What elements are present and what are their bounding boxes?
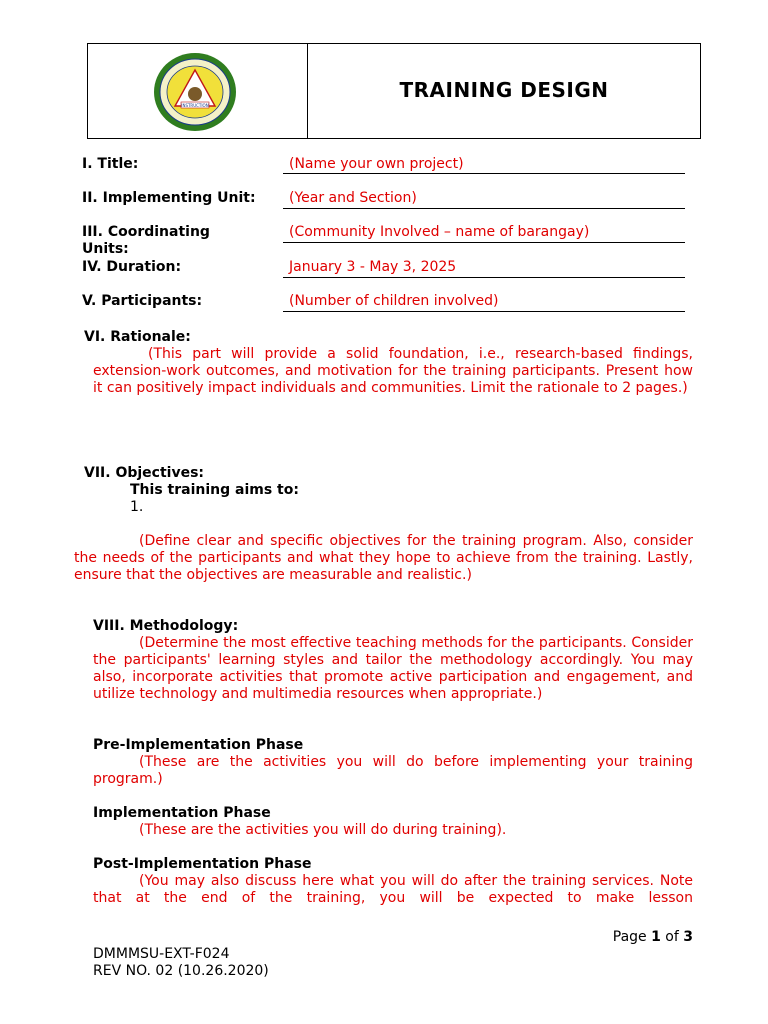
rationale-text: (This part will provide a solid foundation, i.e., research-based findings, extension-work outcomes, and motivation for the training participants. Present how it can positively impact individuals and communities. Limit the rationale to 2 pages.) (93, 346, 693, 396)
implementing-unit-underline (283, 208, 685, 209)
form-code: DMMMSU-EXT-F024 (93, 946, 230, 962)
page-prefix: Page (612, 929, 652, 945)
title-label: I. Title: (82, 156, 139, 172)
title-underline (283, 173, 685, 174)
university-seal-logo (153, 52, 237, 132)
methodology-heading: VIII. Methodology: (93, 618, 239, 634)
pre-implementation-heading: Pre-Implementation Phase (93, 737, 304, 753)
logo-inner-text: INSTRUCTION (181, 103, 209, 108)
participants-underline (283, 311, 685, 312)
participants-label: V. Participants: (82, 293, 203, 309)
pre-implementation-text: (These are the activities you will do before implementing your training program.) (93, 754, 693, 787)
objective-item-1: 1. (130, 499, 144, 515)
coordinating-label-line2: Units: (82, 241, 129, 257)
page-of: of (660, 929, 684, 945)
duration-underline (283, 277, 685, 278)
objectives-intro: This training aims to: (130, 482, 299, 498)
coordinating-underline (283, 242, 685, 243)
participants-value: (Number of children involved) (289, 293, 499, 309)
duration-value: January 3 - May 3, 2025 (289, 259, 457, 275)
rationale-heading: VI. Rationale: (84, 329, 191, 345)
coordinating-label-line1: III. Coordinating (82, 224, 210, 240)
revision-number: REV NO. 02 (10.26.2020) (93, 963, 269, 979)
implementing-unit-label: II. Implementing Unit: (82, 190, 256, 206)
objectives-text: (Define clear and specific objectives for the training program. Also, consider the needs of the participants and what they hope to achieve from the training. Lastly, ensure that the objectives are measurable and realistic.) (74, 533, 693, 583)
implementing-unit-value: (Year and Section) (289, 190, 417, 206)
page-current: 1 (651, 929, 661, 945)
implementation-text: (These are the activities you will do during training). (139, 822, 507, 838)
methodology-text: (Determine the most effective teaching methods for the participants. Consider the participants' learning styles and tailor the methodology accordingly. You may also, incorporate activities that promote active participation and engagement, and utilize technology and multimedia resources when appropriate.) (93, 635, 693, 702)
title-value: (Name your own project) (289, 156, 464, 172)
coordinating-units-value: (Community Involved – name of barangay) (289, 224, 590, 240)
post-implementation-text: (You may also discuss here what you will do after the training services. Note that at the end of the training, you will be expected to make lesson (93, 873, 693, 906)
objectives-heading: VII. Objectives: (84, 465, 205, 481)
page-number (613, 929, 693, 945)
document-title: TRAINING DESIGN (399, 78, 609, 102)
post-implementation-heading: Post-Implementation Phase (93, 856, 312, 872)
implementation-heading: Implementation Phase (93, 805, 271, 821)
page-total: 3 (683, 929, 693, 945)
duration-label: IV. Duration: (82, 259, 182, 275)
